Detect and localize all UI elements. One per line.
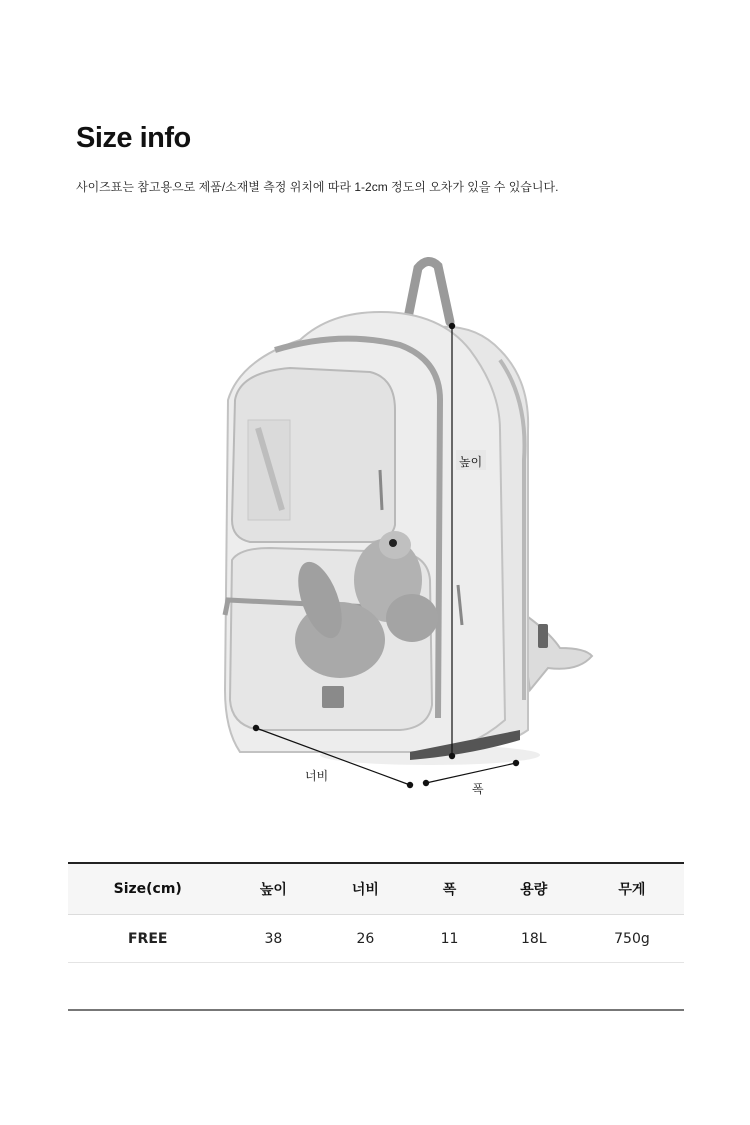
table-header-row [68, 863, 684, 915]
cell-width: 26 [319, 915, 411, 963]
backpack-diagram [0, 230, 750, 830]
col-header-depth: 폭 [411, 863, 487, 915]
cell-weight: 750g [580, 915, 684, 963]
cell-height: 38 [227, 915, 319, 963]
col-header-weight: 무게 [580, 863, 684, 915]
table-row [68, 915, 684, 963]
table-row-empty [68, 963, 684, 1011]
cell-capacity: 18L [488, 915, 580, 963]
depth-label: 폭 [472, 782, 484, 796]
size-table [68, 862, 684, 1011]
section-title: Size info [76, 122, 191, 154]
size-notice: 사이즈표는 참고용으로 제품/소재별 측정 위치에 따라 1-2cm 정도의 오차가 있을 수 있습니다. [76, 180, 559, 194]
height-label: 높이 [459, 455, 483, 469]
col-header-capacity: 용량 [488, 863, 580, 915]
cell-depth: 11 [411, 915, 487, 963]
width-label: 너비 [305, 769, 329, 783]
backpack-figure [0, 230, 750, 830]
col-header-size: Size(cm) [68, 863, 227, 915]
depth-dimension [423, 760, 519, 796]
col-header-width: 너비 [319, 863, 411, 915]
cell-size: FREE [68, 915, 227, 963]
col-header-height: 높이 [227, 863, 319, 915]
